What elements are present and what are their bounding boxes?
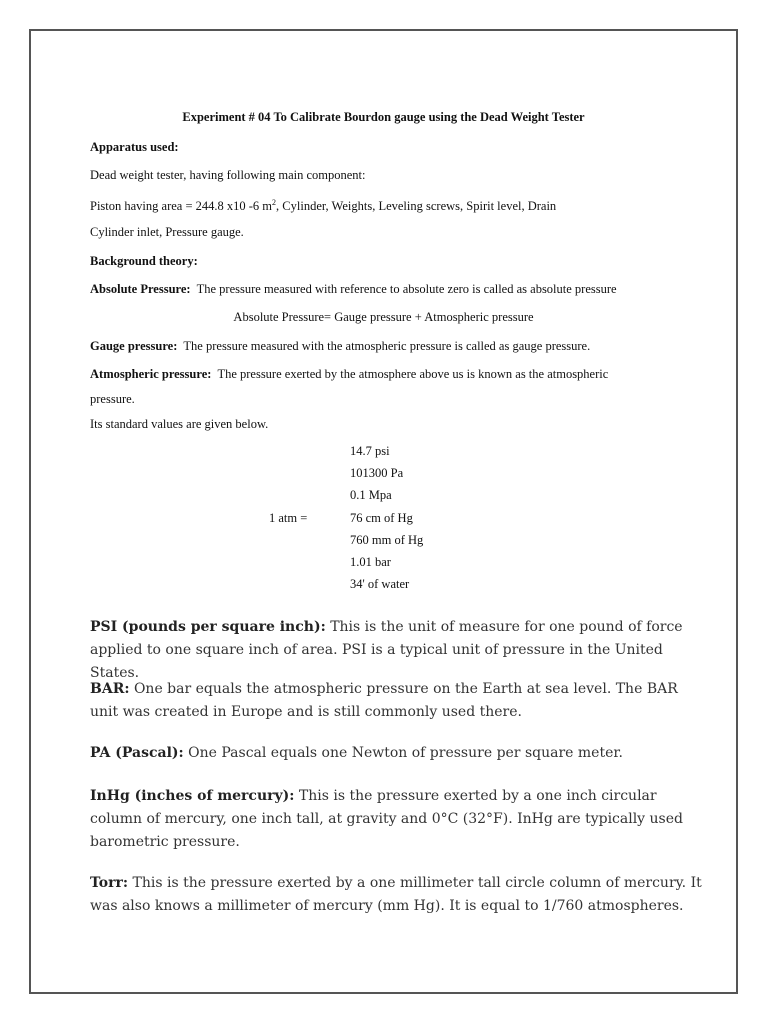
atmospheric-pressure-def-cont: pressure. [90, 392, 135, 406]
page-title: Experiment # 04 To Calibrate Bourdon gauge using the Dead Weight Tester [182, 110, 585, 124]
gauge-pressure-def: Gauge pressure: The pressure measured with the atmospheric pressure is called as gauge pressure. [90, 339, 591, 353]
unit-value: 0.1 Mpa [350, 488, 392, 502]
apparatus-heading: Apparatus used: [90, 140, 179, 154]
unit-value: 760 mm of Hg [350, 533, 424, 547]
apparatus-components-cont: Cylinder inlet, Pressure gauge. [90, 225, 244, 239]
inhg-paragraph: InHg (inches of mercury): This is the pressure exerted by a one inch circular column of mercury, one inch tall, at gravity and 0°C (32°F). InHg are typically used barometric pressure. [90, 788, 683, 850]
unit-value: 1.01 bar [350, 555, 391, 569]
atmospheric-pressure-def: Atmospheric pressure: The pressure exerted by the atmosphere above us is known as the atmospheric [90, 367, 609, 381]
torr-paragraph: Torr: This is the pressure exerted by a one millimeter tall circle column of mercury. It was also knows a millimeter of mercury (mm Hg). It is equal to 1/760 atmospheres. [90, 875, 702, 914]
apparatus-intro: Dead weight tester, having following main component: [90, 168, 366, 182]
absolute-pressure-def: Absolute Pressure: The pressure measured with reference to absolute zero is called as absolute pressure [90, 282, 617, 296]
unit-value: 76 cm of Hg [350, 511, 413, 525]
document-page [29, 29, 738, 994]
bar-paragraph: BAR: One bar equals the atmospheric pressure on the Earth at sea level. The BAR unit was created in Europe and is still commonly used there. [90, 681, 678, 720]
background-heading: Background theory: [90, 254, 198, 268]
unit-value: 14.7 psi [350, 444, 390, 458]
atm-label: 1 atm = [269, 511, 308, 525]
pascal-paragraph: PA (Pascal): One Pascal equals one Newton of pressure per square meter. [90, 745, 623, 761]
unit-value: 34' of water [350, 577, 410, 591]
unit-value: 101300 Pa [350, 466, 404, 480]
standard-values-intro: Its standard values are given below. [90, 417, 269, 431]
absolute-pressure-formula: Absolute Pressure= Gauge pressure + Atmospheric pressure [233, 310, 534, 324]
psi-paragraph: PSI (pounds per square inch): This is the unit of measure for one pound of force applied to one square inch of area. PSI is a typical unit of pressure in the United States. [90, 619, 683, 681]
apparatus-components: Piston having area = 244.8 x10 -6 $m^2$, Cylinder, Weights, Leveling screws, Spirit level, Drain [90, 198, 557, 214]
